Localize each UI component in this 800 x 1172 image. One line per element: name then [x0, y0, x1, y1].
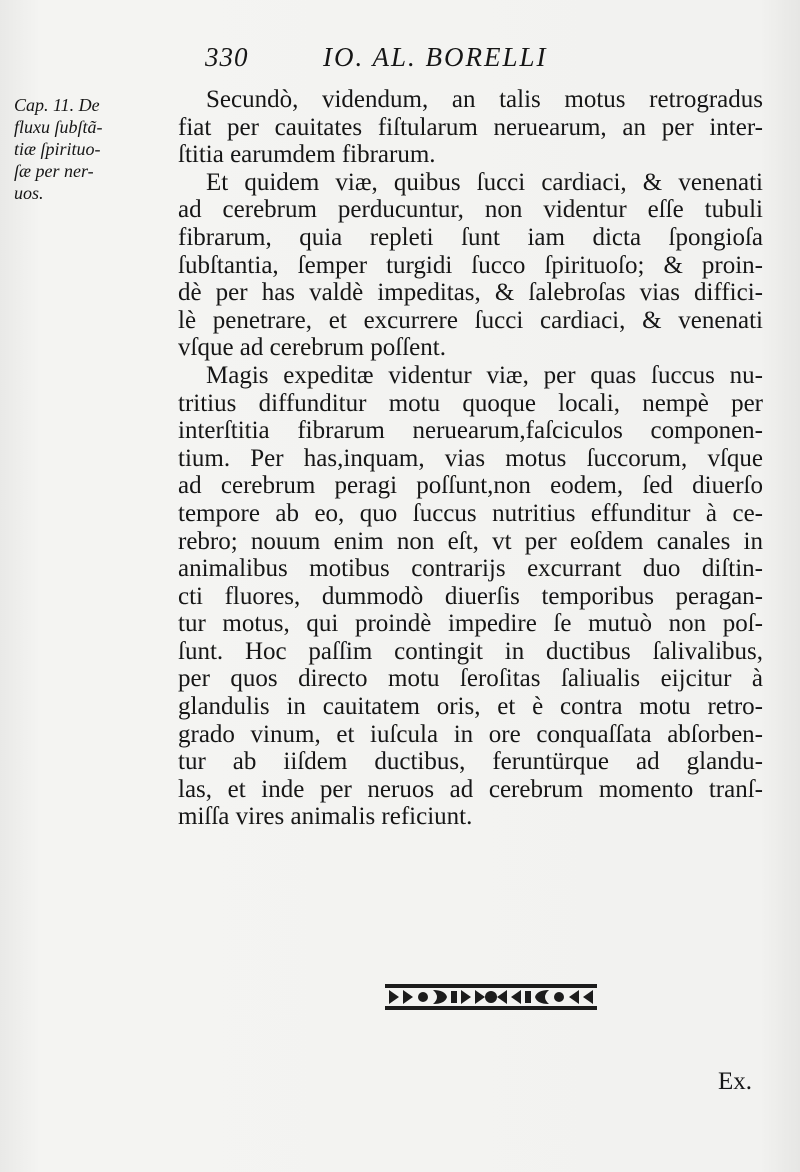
running-head: IO. AL. BORELLI: [323, 42, 548, 72]
text-line: las, et inde per neruos ad cerebrum momento tranſ-: [178, 775, 763, 803]
body-text: [178, 86, 763, 831]
page-header: [205, 42, 625, 82]
text-line: miſſa vires animalis reficiunt.: [178, 803, 473, 831]
text-line: ad cerebrum perducuntur, non videntur eſſe tubuli: [178, 196, 763, 224]
text-line: Et quidem viæ, quibus ſucci cardiaci, & venenati: [206, 168, 763, 196]
text-line: tium. Per has,inquam, vias motus ſuccorum, vſque: [178, 444, 763, 472]
margin-note-line: tiæ ſpirituo-: [14, 139, 101, 159]
text-line: grado vinum, et iuſcula in ore conquaſſata abſorben-: [178, 720, 763, 748]
page-number: 330: [205, 42, 249, 72]
text-line: dè per has valdè impeditas, & ſalebroſas vias diffici-: [178, 279, 763, 307]
text-line: fibrarum, quia repleti ſunt iam dicta ſpongioſa: [178, 223, 763, 251]
margin-note-line: fluxu ſubſtã-: [14, 117, 103, 137]
text-line: tritius diffunditur motu quoque locali, nempè per: [178, 389, 763, 417]
text-line: rebro; nouum enim non eſt, vt per eoſdem canales in: [178, 527, 763, 555]
text-line: animalibus motibus contrarijs excurrant duo diſtin-: [178, 555, 763, 583]
text-line: fiat per cauitates fiſtularum neruearum, an per inter-: [178, 113, 763, 141]
margin-note-line: uos.: [14, 183, 44, 203]
text-line: ſubſtantia, ſemper turgidi ſucco ſpirituoſo; & proin-: [178, 251, 763, 279]
text-line: ad cerebrum peragi poſſunt,non eodem, ſed diuerſo: [178, 472, 763, 500]
text-line: cti fluores, dummodò diuerſis temporibus peragan-: [178, 582, 763, 610]
margin-note-line: Cap. 11. De: [14, 95, 100, 115]
text-line: tur ab iiſdem ductibus, feruntürque ad glandu-: [178, 748, 763, 776]
text-line: tur motus, qui proindè impedire ſe mutuò non poſ-: [178, 610, 763, 638]
text-line: Magis expeditæ videntur viæ, per quas ſuccus nu-: [206, 361, 763, 389]
decorative-ornament: [385, 978, 597, 1016]
text-line: interſtitia fibrarum neruearum,faſciculos componen-: [178, 417, 763, 445]
text-line: ſunt. Hoc paſſim contingit in ductibus ſalivalibus,: [178, 637, 763, 665]
text-line: lè penetrare, et excurrere ſucci cardiaci, & venenati: [178, 306, 763, 334]
margin-note-line: ſæ per ner-: [14, 161, 94, 181]
margin-note: [14, 94, 164, 204]
text-line: ſtitia earumdem fibrarum.: [178, 141, 436, 169]
text-line: tempore ab eo, quo ſuccus nutritius effunditur à ce-: [178, 499, 763, 527]
text-line: per quos directo motu ſeroſitas ſaliualis eijcitur à: [178, 665, 763, 693]
text-line: vſque ad cerebrum poſſent.: [178, 334, 446, 362]
text-line: Secundò, videndum, an talis motus retrogradus: [206, 86, 763, 113]
text-line: glandulis in cauitatem oris, et è contra motu retro-: [178, 693, 763, 721]
catchword: Ex.: [718, 1068, 753, 1095]
